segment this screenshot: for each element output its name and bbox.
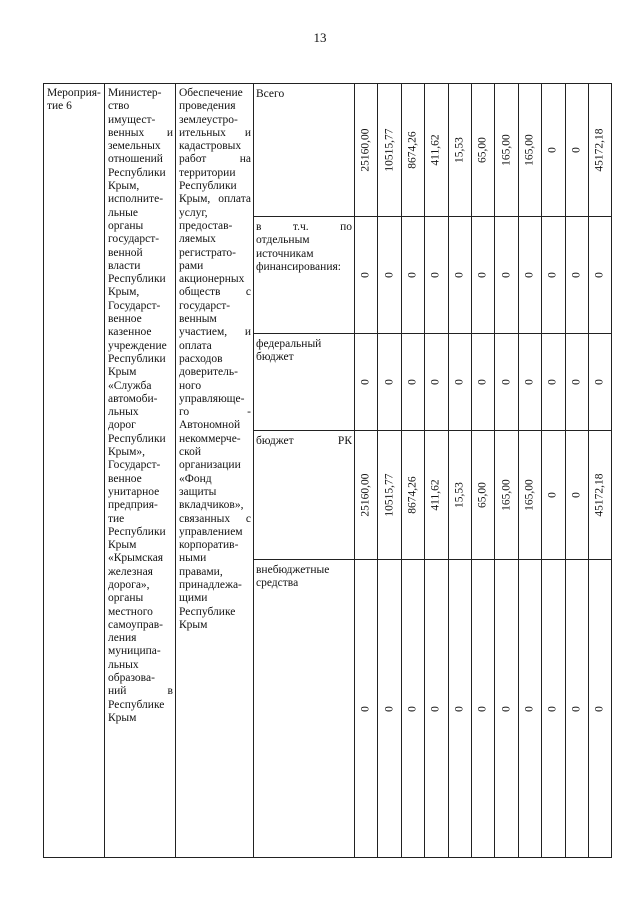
executors-line: органы xyxy=(108,219,144,232)
value-cell xyxy=(495,431,518,560)
value-cell xyxy=(401,84,424,217)
value-text: 165,00 xyxy=(523,479,536,511)
value-text: 0 xyxy=(359,705,372,712)
value-text: 0 xyxy=(429,272,442,278)
value-cell xyxy=(448,334,471,431)
executors-line: отношений xyxy=(108,153,163,166)
executors-line: льные xyxy=(108,206,138,219)
funding-source-line: федеральный xyxy=(256,338,322,350)
value-text: 0 xyxy=(593,379,606,385)
description-line: услуг, xyxy=(179,206,208,219)
measure-name-cell xyxy=(44,84,105,858)
value-text: 0 xyxy=(570,147,583,153)
executors-line: местного xyxy=(108,605,153,618)
value-cell xyxy=(355,560,378,858)
value-cell xyxy=(378,334,401,431)
value-text: 165,00 xyxy=(499,479,512,511)
value-cell xyxy=(542,560,565,858)
executors-line: венных и xyxy=(108,126,173,139)
value-cell xyxy=(378,217,401,334)
description-line: ными xyxy=(179,552,207,565)
description-line: рами xyxy=(179,259,204,272)
value-text: 15,53 xyxy=(453,137,466,163)
executors-line: муниципа- xyxy=(108,645,161,658)
description-line: предостав- xyxy=(179,219,233,232)
value-text: 0 xyxy=(570,492,583,498)
value-cell xyxy=(495,560,518,858)
value-text: 0 xyxy=(453,705,466,712)
value-text: 0 xyxy=(382,272,395,278)
page-number: 13 xyxy=(313,30,327,45)
value-text: 0 xyxy=(382,705,395,712)
value-cell xyxy=(518,560,541,858)
executors-line: железная xyxy=(108,565,153,578)
executors-line: земельных xyxy=(108,140,161,153)
executors-line: венное xyxy=(108,313,142,326)
value-text: 0 xyxy=(499,379,512,385)
description-line: ного xyxy=(179,379,202,392)
value-text: 0 xyxy=(523,705,536,712)
description-line: территории xyxy=(179,166,236,179)
executors-line: венное xyxy=(108,472,142,485)
description-cell xyxy=(176,84,254,858)
executors-line: Республике xyxy=(108,698,165,711)
executors-line: Министер- xyxy=(108,87,162,99)
description-line: обществ с xyxy=(179,286,251,299)
value-text: 0 xyxy=(546,705,559,712)
value-text: 0 xyxy=(593,705,606,712)
value-cell xyxy=(495,84,518,217)
value-cell xyxy=(565,334,588,431)
executors-line: предприя- xyxy=(108,499,158,512)
value-text: 0 xyxy=(570,705,583,712)
description-line: государст- xyxy=(179,299,231,312)
executors-line: Республики xyxy=(108,432,166,445)
value-text: 0 xyxy=(593,272,606,278)
executors-cell xyxy=(105,84,176,858)
executors-line: Республики xyxy=(108,166,166,179)
value-cell xyxy=(542,431,565,560)
value-cell xyxy=(378,84,401,217)
value-cell xyxy=(378,431,401,560)
executors-line: льных xyxy=(108,658,139,671)
value-text: 25160,00 xyxy=(359,473,372,517)
value-cell xyxy=(448,431,471,560)
value-cell xyxy=(425,217,448,334)
value-cell xyxy=(518,84,541,217)
value-cell xyxy=(471,84,494,217)
value-cell xyxy=(471,334,494,431)
value-text: 0 xyxy=(406,272,419,278)
value-text: 0 xyxy=(546,147,559,153)
executors-line: унитарное xyxy=(108,485,160,498)
executors-line: дорог xyxy=(108,419,136,432)
funding-source-cell xyxy=(254,560,355,858)
description-line: Обеспечение xyxy=(179,87,243,99)
description-line: акционерных xyxy=(179,273,245,286)
measure-name-line: Мероприя- xyxy=(47,87,101,99)
value-text: 0 xyxy=(499,272,512,278)
executors-line: Республики xyxy=(108,273,166,286)
description-line: ской xyxy=(179,446,202,459)
value-cell xyxy=(448,84,471,217)
executors-line: льных xyxy=(108,406,139,419)
value-cell xyxy=(471,431,494,560)
value-text: 0 xyxy=(406,705,419,712)
description-line: Автономной xyxy=(179,419,241,432)
description-line: защиты xyxy=(179,485,217,498)
description-line: принадлежа- xyxy=(179,578,242,591)
executors-line: дорога», xyxy=(108,578,150,591)
value-text: 10515,77 xyxy=(382,128,395,172)
value-cell xyxy=(471,217,494,334)
value-text: 0 xyxy=(382,379,395,385)
executors-line: ний в xyxy=(108,685,173,698)
value-text: 10515,77 xyxy=(382,473,395,517)
value-text: 0 xyxy=(570,379,583,385)
value-text: 0 xyxy=(523,379,536,385)
value-cell xyxy=(425,334,448,431)
value-text: 0 xyxy=(359,379,372,385)
funding-source-line: бюджет xyxy=(256,351,294,364)
funding-source-line: бюджет РК xyxy=(256,435,352,447)
executors-line: венной xyxy=(108,246,143,259)
funding-source-line: средства xyxy=(256,577,299,590)
value-cell xyxy=(588,560,611,858)
executors-line: учреждение xyxy=(108,339,167,352)
executors-line: имущест- xyxy=(108,113,156,126)
value-cell xyxy=(588,84,611,217)
value-cell xyxy=(542,84,565,217)
value-text: 0 xyxy=(476,379,489,385)
executors-line: казенное xyxy=(108,326,152,339)
executors-line: органы xyxy=(108,592,144,605)
value-cell xyxy=(401,560,424,858)
value-text: 0 xyxy=(476,705,489,712)
description-line: управляюще- xyxy=(179,392,245,405)
funding-source-cell xyxy=(254,334,355,431)
description-line: работ на xyxy=(179,153,251,166)
value-cell xyxy=(565,84,588,217)
executors-line: власти xyxy=(108,259,141,272)
funding-source-cell xyxy=(254,217,355,334)
executors-line: ство xyxy=(108,100,130,113)
description-line: го - xyxy=(179,406,251,419)
value-cell xyxy=(588,334,611,431)
executors-line: Крым, xyxy=(108,286,140,299)
funding-source-cell xyxy=(254,431,355,560)
executors-line: автомоби- xyxy=(108,392,158,405)
executors-line: «Служба xyxy=(108,379,152,392)
executors-line: государст- xyxy=(108,233,160,246)
value-cell xyxy=(401,431,424,560)
executors-line: образова- xyxy=(108,672,155,685)
executors-line: самоуправ- xyxy=(108,618,163,631)
value-text: 0 xyxy=(453,272,466,278)
executors-line: Крым xyxy=(108,366,137,379)
executors-line: Крым xyxy=(108,539,137,552)
value-text: 65,00 xyxy=(476,137,489,163)
value-text: 165,00 xyxy=(499,134,512,166)
value-text: 0 xyxy=(359,272,372,278)
description-line: щими xyxy=(179,592,208,605)
value-cell xyxy=(401,217,424,334)
value-cell xyxy=(448,217,471,334)
description-line: расходов xyxy=(179,352,223,365)
value-text: 0 xyxy=(546,492,559,498)
value-cell xyxy=(565,431,588,560)
value-text: 0 xyxy=(453,379,466,385)
value-text: 15,53 xyxy=(453,482,466,508)
executors-line: Крым xyxy=(108,711,137,724)
description-line: ляемых xyxy=(179,233,216,246)
value-cell xyxy=(565,560,588,858)
table-row xyxy=(44,84,612,217)
executors-line: Государст- xyxy=(108,459,161,472)
description-line: участием, и xyxy=(179,326,251,339)
value-text: 0 xyxy=(523,272,536,278)
value-text: 25160,00 xyxy=(359,128,372,172)
value-text: 0 xyxy=(570,272,583,278)
executors-line: тие xyxy=(108,512,125,525)
value-cell xyxy=(518,431,541,560)
description-line: организации xyxy=(179,459,241,472)
description-line: корпоратив- xyxy=(179,539,239,552)
value-cell xyxy=(565,217,588,334)
value-text: 0 xyxy=(406,379,419,385)
description-line: проведения xyxy=(179,100,236,113)
table-body xyxy=(44,84,612,858)
value-cell xyxy=(588,217,611,334)
value-text: 45172,18 xyxy=(593,128,606,172)
value-cell xyxy=(542,217,565,334)
description-line: землеустро- xyxy=(179,113,238,126)
value-cell xyxy=(518,334,541,431)
value-cell xyxy=(355,334,378,431)
value-text: 8674,26 xyxy=(406,476,419,514)
executors-line: «Крымская xyxy=(108,552,164,565)
funding-source-line: в т.ч. по xyxy=(256,221,352,233)
value-cell xyxy=(518,217,541,334)
executors-line: исполните- xyxy=(108,193,164,206)
executors-line: Республики xyxy=(108,352,166,365)
measure-name-line: тие 6 xyxy=(47,100,72,113)
description-line: «Фонд xyxy=(179,472,212,485)
value-cell xyxy=(355,84,378,217)
description-line: управлением xyxy=(179,525,243,538)
value-text: 411,62 xyxy=(429,134,442,166)
value-cell xyxy=(425,431,448,560)
description-line: Республики xyxy=(179,180,237,193)
description-line: ительных и xyxy=(179,126,251,139)
value-cell xyxy=(401,334,424,431)
description-line: некоммерче- xyxy=(179,432,241,445)
description-line: Крым, оплата xyxy=(179,193,251,206)
executors-line: Крым», xyxy=(108,446,146,459)
executors-line: Крым, xyxy=(108,180,140,193)
value-cell xyxy=(425,84,448,217)
funding-source-line: внебюджетные xyxy=(256,564,330,576)
value-cell xyxy=(588,431,611,560)
value-text: 0 xyxy=(499,705,512,712)
funding-source-line: финансирования: xyxy=(256,260,341,273)
value-text: 65,00 xyxy=(476,482,489,508)
value-text: 165,00 xyxy=(523,134,536,166)
executors-line: Республики xyxy=(108,525,166,538)
value-text: 45172,18 xyxy=(593,473,606,517)
description-line: Республике xyxy=(179,605,236,618)
funding-source-line: источникам xyxy=(256,247,314,260)
value-cell xyxy=(495,334,518,431)
executors-line: Государст- xyxy=(108,299,161,312)
value-cell xyxy=(495,217,518,334)
value-text: 8674,26 xyxy=(406,131,419,169)
value-cell xyxy=(378,560,401,858)
description-line: правами, xyxy=(179,565,223,578)
value-cell xyxy=(425,560,448,858)
description-line: Крым xyxy=(179,618,208,631)
value-text: 0 xyxy=(546,379,559,385)
value-text: 0 xyxy=(546,272,559,278)
value-text: 0 xyxy=(429,379,442,385)
value-text: 0 xyxy=(429,705,442,712)
value-cell xyxy=(471,560,494,858)
value-cell xyxy=(355,431,378,560)
value-text: 411,62 xyxy=(429,479,442,511)
description-line: вкладчиков», xyxy=(179,499,244,512)
financing-table xyxy=(43,83,612,858)
value-cell xyxy=(448,560,471,858)
description-line: связанных с xyxy=(179,512,251,525)
funding-source-line: Всего xyxy=(256,88,285,100)
description-line: оплата xyxy=(179,339,212,352)
funding-source-line: отдельным xyxy=(256,234,310,247)
value-cell xyxy=(355,217,378,334)
description-line: регистрато- xyxy=(179,246,237,259)
description-line: доверитель- xyxy=(179,366,238,379)
value-cell xyxy=(542,334,565,431)
funding-source-cell xyxy=(254,84,355,217)
description-line: венным xyxy=(179,313,217,326)
executors-line: ления xyxy=(108,632,137,645)
description-line: кадастровых xyxy=(179,140,242,153)
value-text: 0 xyxy=(476,272,489,278)
